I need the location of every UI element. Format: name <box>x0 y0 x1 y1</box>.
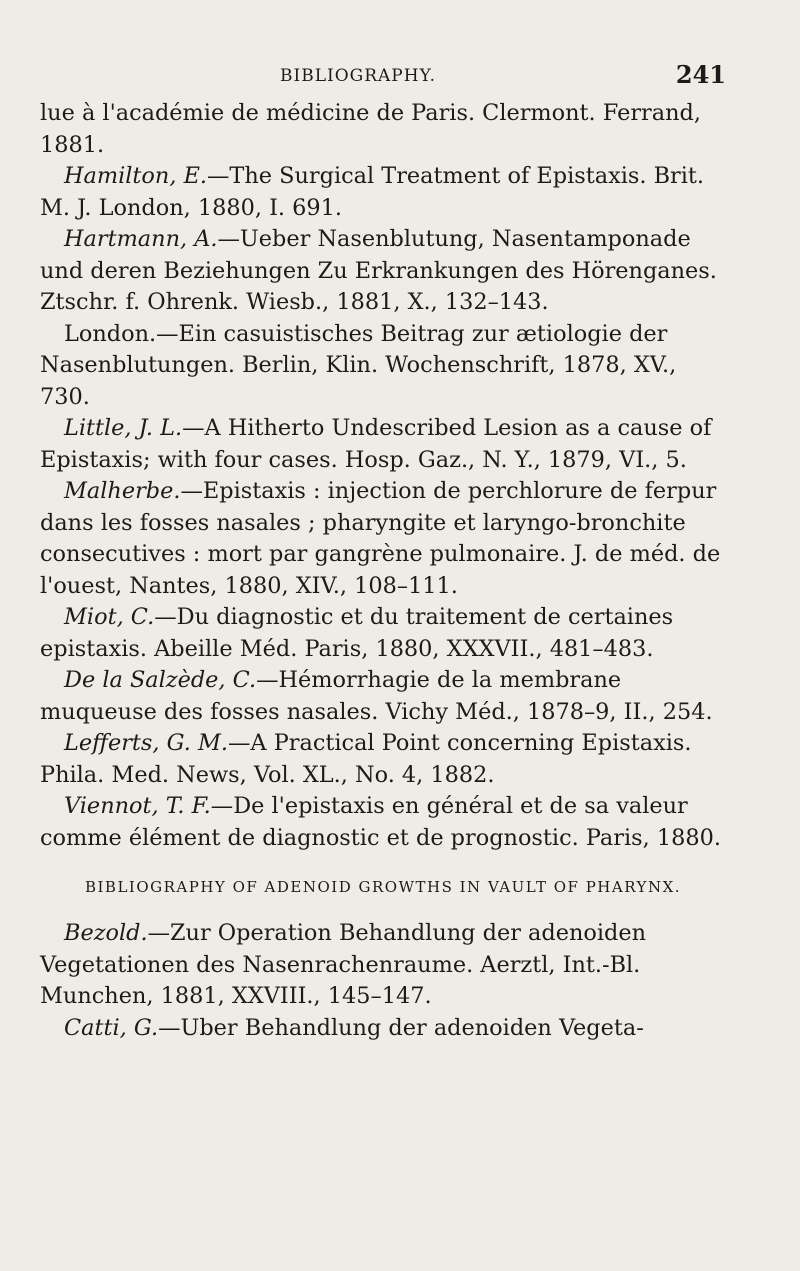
reference-list-adenoid <box>40 918 726 1044</box>
reference-author: De la Salzède, C. <box>64 667 257 693</box>
reference-author: Little, J. L. <box>64 415 183 441</box>
reference-author: Miot, C. <box>64 604 155 630</box>
reference-entry <box>40 224 726 319</box>
reference-author: Catti, G. <box>64 1014 159 1041</box>
reference-text: —Hémorrhagie de la membrane muqueuse des fosses nasales. Vichy Méd., 1878–9, II., 254. <box>40 667 713 725</box>
running-title: BIBLIOGRAPHY. <box>280 66 436 86</box>
reference-entry <box>40 728 726 791</box>
reference-entry <box>40 918 726 1013</box>
reference-author: Viennot, T. F. <box>64 793 211 819</box>
reference-entry <box>40 319 726 414</box>
section-heading: BIBLIOGRAPHY OF ADENOID GROWTHS IN VAULT OF PHARYNX. <box>84 878 682 896</box>
reference-author: Hartmann, A. <box>64 226 218 252</box>
reference-list <box>40 98 726 854</box>
reference-entry <box>40 161 726 224</box>
reference-entry: lue à l'académie de médicine de Paris. Clermont. Ferrand, 1881. <box>40 100 701 158</box>
reference-text: London.—Ein casuistisches Beitrag zur ætiologie der Nasenblutungen. Berlin, Klin. Wochenschrift, 1878, XV., 730. <box>40 320 677 410</box>
reference-text: —The Surgical Treatment of Epistaxis. Brit. M. J. London, 1880, I. 691. <box>40 163 705 221</box>
reference-entry <box>40 602 726 665</box>
reference-text: —Epistaxis : injection de perchlorure de ferpur dans les fosses nasales ; pharyngite et laryngo-bronchite consecutives : mort par gangrène pulmonaire. J. de méd. de l'ouest, Nantes, 1880, XIV., 108–111. <box>40 478 721 599</box>
reference-text: —De l'epistaxis en général et de sa valeur comme élément de diagnostic et de prognostic. Paris, 1880. <box>40 793 721 851</box>
reference-text: —Zur Operation Behandlung der adenoiden Vegetationen des Nasenrachenraume. Aerztl, Int.-Bl. Munchen, 1881, XXVIII., 145–147. <box>40 920 647 1009</box>
reference-text: —A Practical Point concerning Epistaxis. Phila. Med. News, Vol. XL., No. 4, 1882. <box>40 730 692 788</box>
reference-entry <box>40 413 726 476</box>
reference-text: —A Hitherto Undescribed Lesion as a cause of Epistaxis; with four cases. Hosp. Gaz., N. Y., 1879, VI., 5. <box>40 415 712 473</box>
reference-author: Malherbe. <box>64 478 181 504</box>
page-number: 241 <box>675 60 726 89</box>
reference-entry <box>40 665 726 728</box>
running-head <box>40 58 726 98</box>
reference-author: Lefferts, G. M. <box>64 730 229 756</box>
reference-author: Bezold. <box>64 920 148 946</box>
reference-text: —Du diagnostic et du traitement de certaines epistaxis. Abeille Méd. Paris, 1880, XXXVII., 481–483. <box>40 604 674 662</box>
reference-entry <box>40 791 726 854</box>
reference-entry <box>40 476 726 602</box>
reference-text: —Uber Behandlung der adenoiden Vegeta- <box>158 1014 644 1041</box>
reference-author: Hamilton, E. <box>64 163 208 189</box>
reference-entry <box>40 1013 726 1045</box>
reference-text: —Ueber Nasenblutung, Nasentamponade und deren Beziehungen Zu Erkrankungen des Hörenganes. Ztschr. f. Ohrenk. Wiesb., 1881, X., 132–143. <box>40 226 717 315</box>
